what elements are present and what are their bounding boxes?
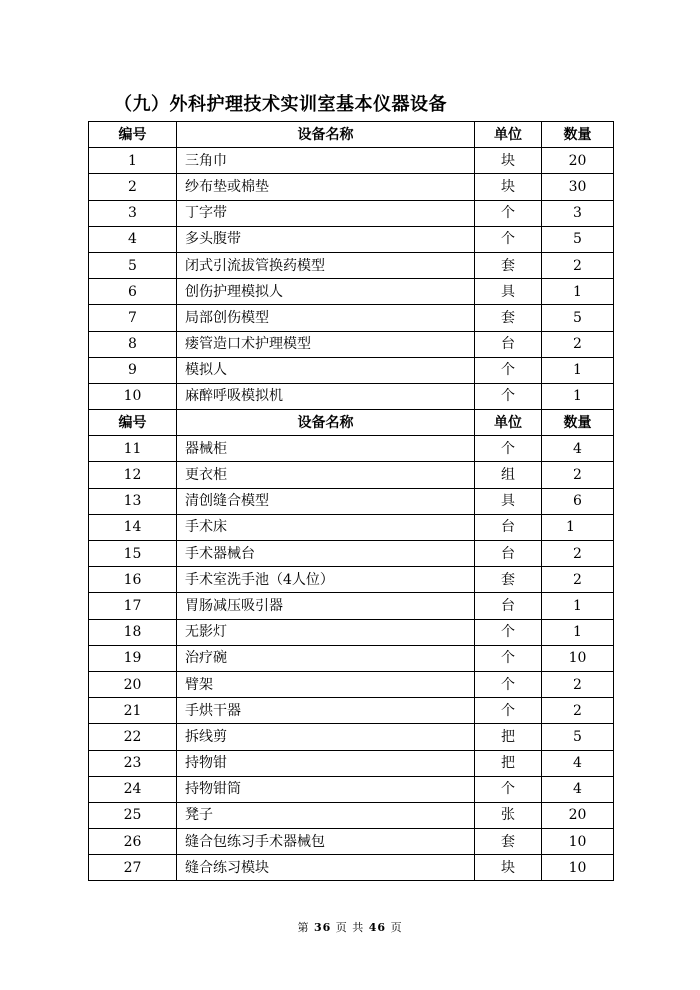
- cell-name: 手术器械台: [177, 541, 475, 567]
- cell-unit: 具: [475, 488, 542, 514]
- cell-qty: 30: [542, 174, 614, 200]
- header-unit: 单位: [475, 410, 542, 436]
- cell-unit: 把: [475, 750, 542, 776]
- cell-no: 13: [89, 488, 177, 514]
- cell-qty: 1: [542, 383, 614, 409]
- cell-unit: 套: [475, 567, 542, 593]
- cell-unit: 张: [475, 802, 542, 828]
- cell-name: 局部创伤模型: [177, 305, 475, 331]
- cell-unit: 块: [475, 148, 542, 174]
- cell-no: 4: [89, 226, 177, 252]
- table-row: [89, 750, 614, 776]
- cell-no: 17: [89, 593, 177, 619]
- cell-unit: 个: [475, 200, 542, 226]
- cell-unit: 台: [475, 541, 542, 567]
- cell-qty: 2: [542, 698, 614, 724]
- cell-qty: 5: [542, 724, 614, 750]
- cell-unit: 组: [475, 462, 542, 488]
- cell-name: 胃肠减压吸引器: [177, 593, 475, 619]
- cell-no: 12: [89, 462, 177, 488]
- table-header-row: [89, 122, 614, 148]
- cell-name: 持物钳: [177, 750, 475, 776]
- cell-qty: 2: [542, 567, 614, 593]
- cell-no: 9: [89, 357, 177, 383]
- table-header-row: [89, 410, 614, 436]
- table-row: [89, 148, 614, 174]
- cell-name: 多头腹带: [177, 226, 475, 252]
- cell-no: 11: [89, 436, 177, 462]
- table-row: [89, 383, 614, 409]
- cell-name: 持物钳筒: [177, 776, 475, 802]
- cell-qty: 20: [542, 802, 614, 828]
- header-no: 编号: [89, 122, 177, 148]
- header-no: 编号: [89, 410, 177, 436]
- cell-name: 丁字带: [177, 200, 475, 226]
- cell-no: 20: [89, 671, 177, 697]
- cell-unit: 个: [475, 698, 542, 724]
- cell-name: 臂架: [177, 671, 475, 697]
- table-row: [89, 829, 614, 855]
- cell-name: 清创缝合模型: [177, 488, 475, 514]
- cell-no: 24: [89, 776, 177, 802]
- table-row: [89, 462, 614, 488]
- cell-unit: 块: [475, 174, 542, 200]
- equipment-table: [88, 121, 614, 881]
- table-row: [89, 855, 614, 881]
- cell-unit: 个: [475, 226, 542, 252]
- header-name: 设备名称: [177, 122, 475, 148]
- cell-no: 5: [89, 252, 177, 278]
- cell-qty: 2: [542, 541, 614, 567]
- cell-unit: 台: [475, 593, 542, 619]
- table-row: [89, 252, 614, 278]
- header-unit: 单位: [475, 122, 542, 148]
- cell-name: 三角巾: [177, 148, 475, 174]
- cell-unit: 块: [475, 855, 542, 881]
- cell-name: 手术室洗手池（4人位）: [177, 567, 475, 593]
- table-row: [89, 619, 614, 645]
- cell-qty: 1: [542, 593, 614, 619]
- cell-qty: 6: [542, 488, 614, 514]
- cell-unit: 套: [475, 252, 542, 278]
- table-row: [89, 279, 614, 305]
- cell-no: 15: [89, 541, 177, 567]
- cell-no: 23: [89, 750, 177, 776]
- cell-no: 22: [89, 724, 177, 750]
- cell-name: 凳子: [177, 802, 475, 828]
- table-row: [89, 698, 614, 724]
- cell-unit: 套: [475, 305, 542, 331]
- cell-no: 7: [89, 305, 177, 331]
- cell-qty: 3: [542, 200, 614, 226]
- page-footer: [0, 919, 700, 935]
- table-row: [89, 776, 614, 802]
- cell-qty: 10: [542, 829, 614, 855]
- cell-no: 14: [89, 514, 177, 540]
- cell-qty: 1: [542, 619, 614, 645]
- cell-name: 纱布垫或棉垫: [177, 174, 475, 200]
- cell-unit: 具: [475, 279, 542, 305]
- cell-name: 拆线剪: [177, 724, 475, 750]
- footer-suffix: 页: [390, 921, 403, 934]
- cell-qty: 2: [542, 462, 614, 488]
- cell-unit: 套: [475, 829, 542, 855]
- cell-name: 器械柜: [177, 436, 475, 462]
- cell-qty: 10: [542, 855, 614, 881]
- cell-name: 缝合练习模块: [177, 855, 475, 881]
- cell-name: 缝合包练习手术器械包: [177, 829, 475, 855]
- header-qty: 数量: [542, 122, 614, 148]
- table-row: [89, 514, 614, 540]
- cell-unit: 个: [475, 357, 542, 383]
- footer-page-number: 36: [313, 921, 332, 934]
- table-row: [89, 200, 614, 226]
- cell-unit: 个: [475, 383, 542, 409]
- table-row: [89, 436, 614, 462]
- cell-unit: 个: [475, 671, 542, 697]
- cell-no: 10: [89, 383, 177, 409]
- cell-qty: 4: [542, 776, 614, 802]
- cell-qty: 2: [542, 252, 614, 278]
- cell-qty: 4: [542, 436, 614, 462]
- cell-name: 创伤护理模拟人: [177, 279, 475, 305]
- cell-unit: 个: [475, 776, 542, 802]
- cell-name: 手术床: [177, 514, 475, 540]
- table-row: [89, 671, 614, 697]
- table-row: [89, 488, 614, 514]
- cell-no: 16: [89, 567, 177, 593]
- cell-qty: 1: [542, 279, 614, 305]
- cell-unit: 把: [475, 724, 542, 750]
- cell-qty: 1: [542, 357, 614, 383]
- cell-unit: 个: [475, 619, 542, 645]
- footer-middle: 页 共: [335, 921, 365, 934]
- table-row: [89, 357, 614, 383]
- footer-prefix: 第: [297, 921, 310, 934]
- table-row: [89, 802, 614, 828]
- cell-no: 1: [89, 148, 177, 174]
- cell-qty: 2: [542, 331, 614, 357]
- table-row: [89, 174, 614, 200]
- cell-qty: 20: [542, 148, 614, 174]
- cell-unit: 个: [475, 645, 542, 671]
- footer-total-pages: 46: [368, 921, 387, 934]
- cell-qty: 4: [542, 750, 614, 776]
- cell-no: 6: [89, 279, 177, 305]
- cell-no: 25: [89, 802, 177, 828]
- cell-qty: 1: [542, 514, 614, 540]
- cell-no: 27: [89, 855, 177, 881]
- table-row: [89, 567, 614, 593]
- cell-qty: 5: [542, 305, 614, 331]
- cell-no: 2: [89, 174, 177, 200]
- page-title: （九）外科护理技术实训室基本仪器设备: [114, 94, 447, 115]
- cell-name: 麻醉呼吸模拟机: [177, 383, 475, 409]
- cell-unit: 台: [475, 331, 542, 357]
- table-row: [89, 593, 614, 619]
- cell-name: 模拟人: [177, 357, 475, 383]
- cell-no: 26: [89, 829, 177, 855]
- cell-name: 瘘管造口术护理模型: [177, 331, 475, 357]
- cell-unit: 台: [475, 514, 542, 540]
- cell-no: 3: [89, 200, 177, 226]
- table-row: [89, 226, 614, 252]
- table-row: [89, 305, 614, 331]
- cell-name: 手烘干器: [177, 698, 475, 724]
- cell-name: 无影灯: [177, 619, 475, 645]
- cell-no: 18: [89, 619, 177, 645]
- header-name: 设备名称: [177, 410, 475, 436]
- cell-no: 21: [89, 698, 177, 724]
- cell-name: 更衣柜: [177, 462, 475, 488]
- cell-no: 8: [89, 331, 177, 357]
- table-row: [89, 724, 614, 750]
- table-row: [89, 645, 614, 671]
- cell-qty: 5: [542, 226, 614, 252]
- cell-qty: 2: [542, 671, 614, 697]
- header-qty: 数量: [542, 410, 614, 436]
- cell-unit: 个: [475, 436, 542, 462]
- cell-name: 闭式引流拔管换药模型: [177, 252, 475, 278]
- cell-name: 治疗碗: [177, 645, 475, 671]
- table-row: [89, 541, 614, 567]
- table-row: [89, 331, 614, 357]
- cell-qty: 10: [542, 645, 614, 671]
- cell-no: 19: [89, 645, 177, 671]
